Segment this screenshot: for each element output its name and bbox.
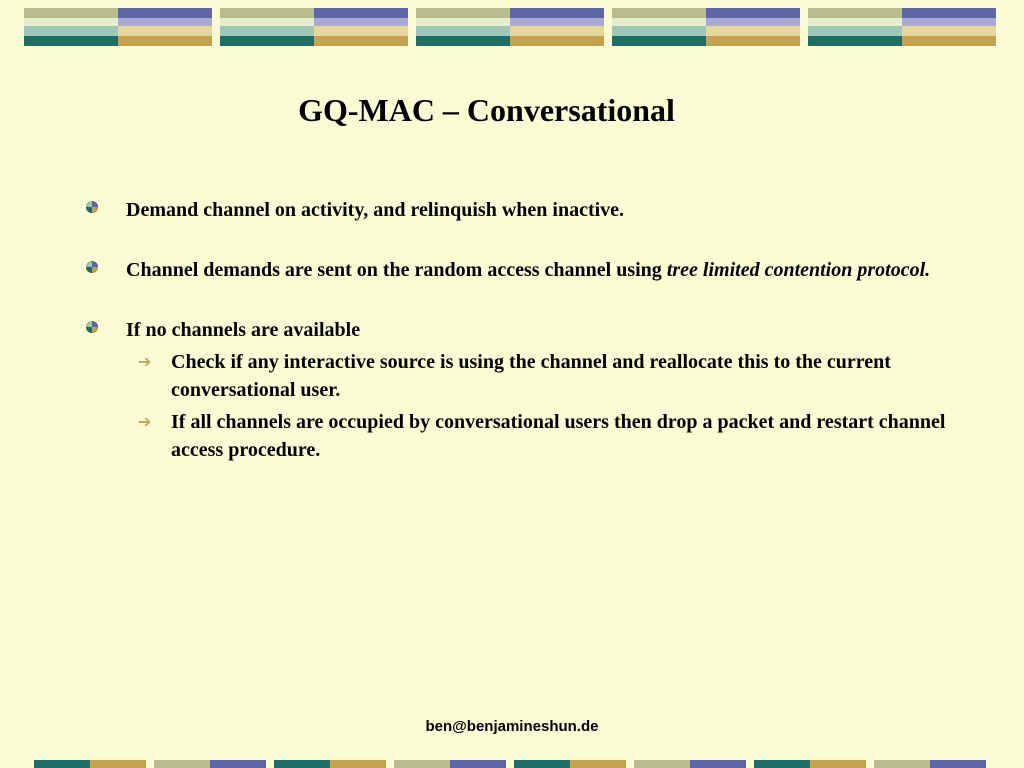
bullet-item — [86, 256, 946, 284]
decor-tile — [416, 8, 604, 46]
decor-tile — [808, 8, 996, 46]
bullet-item — [86, 316, 946, 464]
slide-title: GQ-MAC – Conversational — [298, 92, 675, 128]
bullet-list — [86, 196, 946, 464]
decor-tile — [24, 8, 212, 46]
sub-bullet-text: Check if any interactive source is using the channel and reallocate this to the current conversational user. — [171, 351, 891, 401]
bottom-decorative-band — [0, 760, 1024, 768]
bullet-text: Demand channel on activity, and relinquish when inactive. — [126, 199, 625, 221]
top-decorative-band — [0, 8, 1024, 46]
sub-bullet-text: If all channels are occupied by conversational users then drop a packet and restart channel access procedure. — [171, 411, 946, 461]
sub-bullet-item — [126, 348, 946, 404]
bullet-text: If no channels are available — [126, 319, 361, 341]
footer-email: ben@benjamineshun.de — [425, 718, 599, 735]
arrow-right-icon: ➔ — [138, 352, 152, 371]
bullet-item — [86, 196, 946, 224]
bullet-dot-icon — [86, 201, 98, 213]
bullet-text: Channel demands are sent on the random access channel using — [126, 259, 667, 281]
sub-bullet-item — [126, 408, 946, 464]
decor-tile — [220, 8, 408, 46]
bullet-text-italic: tree limited contention protocol. — [666, 259, 931, 281]
bullet-dot-icon — [86, 321, 98, 333]
bullet-dot-icon — [86, 261, 98, 273]
decor-tile — [612, 8, 800, 46]
arrow-right-icon: ➔ — [138, 412, 152, 431]
